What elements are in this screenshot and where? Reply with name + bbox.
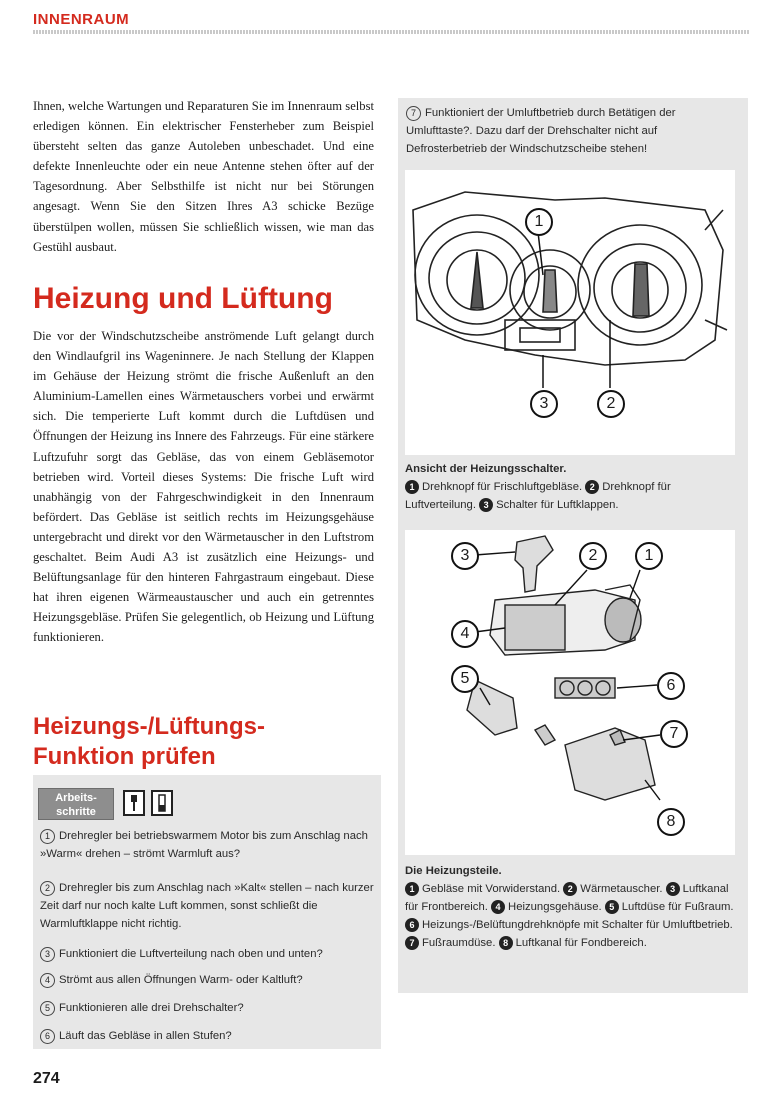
caption-num: 1 (405, 480, 419, 494)
caption-text: Heizungs-/Belüftungdrehknöpfe mit Schalter für Umluftbetrieb. (422, 919, 733, 931)
step-num: 1 (40, 829, 55, 844)
caption-text: Wärmetauscher. (580, 883, 663, 895)
caption-text: Fußraumdüse. (422, 937, 496, 949)
caption-text: Luftkanal für Fondbereich. (515, 937, 647, 949)
caption-text: Drehknopf für Luftverteilung. (405, 481, 671, 511)
heater-parts-drawing (405, 530, 735, 855)
screwdriver-icon (123, 790, 145, 816)
step-2 (40, 879, 374, 933)
caption-text: Drehknopf für Frischluftgebläse. (422, 481, 583, 493)
header-rule (33, 30, 750, 34)
step-text: Strömt aus allen Öffnungen Warm- oder Kaltluft? (59, 974, 303, 986)
caption-text: Heizungsgehäuse. (508, 901, 602, 913)
figure-1-caption-title: Ansicht der Heizungsschalter. (405, 463, 567, 475)
caption-num: 4 (491, 900, 505, 914)
heater-controls-figure (405, 170, 735, 455)
parts-callout-7: 7 (660, 720, 688, 748)
caption-num: 7 (405, 936, 419, 950)
parts-callout-6: 6 (657, 672, 685, 700)
step-text: Drehregler bei betriebswarmem Motor bis zum Anschlag nach »Warm« drehen – strömt Warmluft aus? (40, 830, 368, 860)
caption-num: 8 (499, 936, 513, 950)
step-text: Funktioniert die Luftverteilung nach oben und unten? (59, 948, 323, 960)
heater-controls-drawing (405, 170, 735, 455)
callout-3: 3 (530, 390, 558, 418)
step-text: Drehregler bis zum Anschlag nach »Kalt« stellen – nach kurzer Zeit darf nur noch kalte Luft kommen, sonst schließt die Warmluftklappe nicht richtig. (40, 882, 374, 930)
heading-funktion-pruefen-line2: Funktion prüfen (33, 743, 216, 770)
work-steps-box (33, 775, 381, 1049)
intro-paragraph: Ihnen, welche Wartungen und Reparaturen Sie im Innenraum selbst erledigen können. Ein elektrischer Fensterheber zum Beispiel übersteht selten das ganze Autoleben unbeschadet. Und eine defekte Innenleuchte oder ein neue Antenne stehen öfter auf der Tagesordnung. Aber Selbsthilfe ist nicht nur bei Störungen angesagt. Wenn Sie den Sitzen Ihres A3 schicke Bezüge überstülpen wollen, müssen Sie schließlich wissen, wie man das Gestühl ausbaut. (33, 99, 374, 254)
step-num: 5 (40, 1001, 55, 1016)
page-number: 274 (33, 1070, 60, 1087)
caption-num: 5 (605, 900, 619, 914)
parts-callout-4: 4 (451, 620, 479, 648)
callout-2: 2 (597, 390, 625, 418)
step-1 (40, 827, 374, 863)
step-num: 6 (40, 1029, 55, 1044)
badge-line1: Arbeits- (55, 792, 97, 804)
step-5 (40, 999, 374, 1017)
parts-callout-1: 1 (635, 542, 663, 570)
step-text: Funktionieren alle drei Drehschalter? (59, 1002, 244, 1014)
caption-num: 6 (405, 918, 419, 932)
parts-callout-3: 3 (451, 542, 479, 570)
flashlight-icon (151, 790, 173, 816)
caption-num: 2 (563, 882, 577, 896)
parts-callout-5: 5 (451, 665, 479, 693)
heater-parts-figure (405, 530, 735, 855)
parts-callout-2: 2 (579, 542, 607, 570)
figure-1-caption-items (405, 478, 740, 514)
heating-paragraph: Die vor der Windschutzscheibe anströmende Luft gelangt durch den Windlaufgril ins Wageninnere. Je nach Stellung der Klappen im Gehäuse der Heizung strömt die frische Außenluft an den Aluminium-Lamellen eines Wärmetauschers vorbei und erwärmt sich. Die temperierte Luft kommt durch die Luftdüsen und Öffnungen der Heizung ins Innere des Fahrzeugs. Für eine stärkere Luftzufuhr sorgt das Gebläse, das von einem Gebläsemotor betrieben wird. Vorteil dieses Systems: Die frische Luft wird unabhängig von der Fahrgeschwindigkeit in den Innenraum befördert. Das Gebläse ist seitlich rechts im Heizungsgehäuse untergebracht und direkt vor den Wärmetauscher in den Luftstrom geschaltet. Beim Audi A3 ist zusätzlich eine Heizungs- und Belüftungsanlage für den hinteren Fahrgastraum eingebaut. Diese hat ihren eigenen Wärmeaustauscher und auch ein getrenntes Heizungsgebläse. Prüfen Sie gelegentlich, ob Heizung und Lüftung funktionieren. (33, 329, 374, 645)
step-num: 2 (40, 881, 55, 896)
heading-funktion-pruefen-line1: Heizungs-/Lüftungs- (33, 713, 265, 740)
caption-num: 3 (666, 882, 680, 896)
caption-text: Schalter für Luftklappen. (496, 499, 619, 511)
step-7-note (398, 98, 748, 162)
badge-line2: schritte (56, 806, 96, 818)
caption-num: 1 (405, 882, 419, 896)
figure-2-caption-title: Die Heizungsteile. (405, 865, 502, 877)
caption-text: Luftkanal für Frontbereich. (405, 883, 729, 913)
step-num: 3 (40, 947, 55, 962)
caption-num: 3 (479, 498, 493, 512)
caption-text: Luftdüse für Fußraum. (621, 901, 734, 913)
step-num: 4 (40, 973, 55, 988)
step-3 (40, 945, 374, 963)
step-text: Funktioniert der Umluftbetrieb durch Betätigen der Umlufttaste?. Dazu darf der Drehschalter nicht auf Defrosterbetrieb der Windschutzscheibe stehen! (406, 107, 676, 155)
step-4 (40, 971, 374, 989)
step-6 (40, 1027, 374, 1045)
caption-num: 2 (585, 480, 599, 494)
step-num: 7 (406, 106, 421, 121)
figure-2-caption (405, 862, 743, 952)
step-text: Läuft das Gebläse in allen Stufen? (59, 1030, 232, 1042)
figure-2-caption-items (405, 880, 743, 952)
figure-1-caption (405, 460, 740, 514)
caption-text: Gebläse mit Vorwiderstand. (422, 883, 561, 895)
heading-heizung-lueftung: Heizung und Lüftung (33, 282, 333, 315)
callout-1: 1 (525, 208, 553, 236)
section-header: INNENRAUM (33, 11, 130, 28)
parts-callout-8: 8 (657, 808, 685, 836)
work-steps-badge (38, 788, 114, 820)
